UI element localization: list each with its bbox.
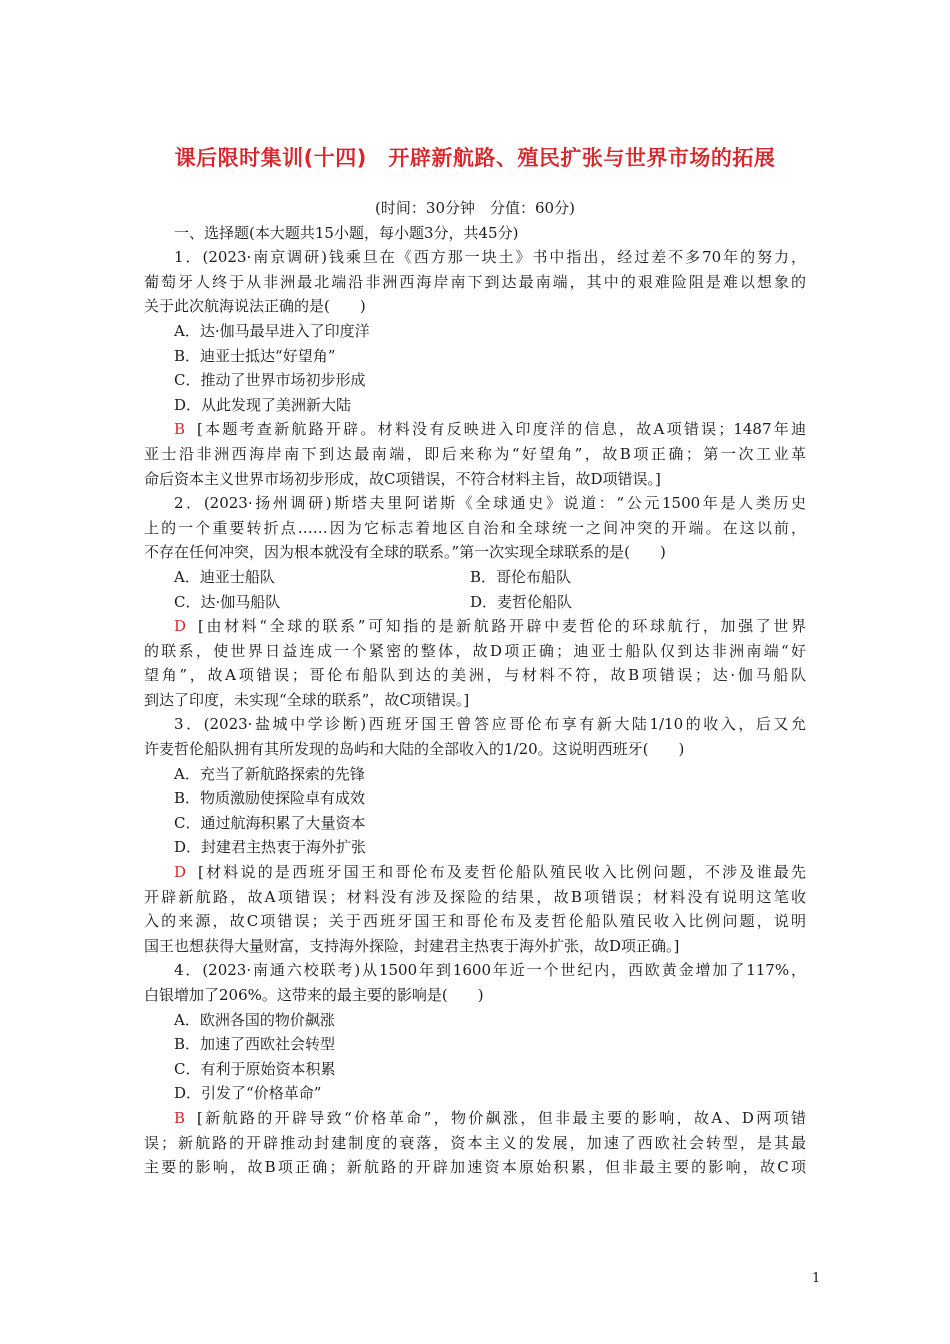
question-stem-line: 3．(2023·盐城中学诊断)西班牙国王曾答应哥伦布享有新大陆1/10的收入，后又允 [174,715,806,734]
explanation-text: [由材料“全球的联系”可知指的是新航路开辟中麦哲伦的环球航行，加强了世界 [198,617,806,636]
page-title: 课后限时集训(十四) 开辟新航路、殖民扩张与世界市场的拓展 [174,146,776,170]
option-d: D．引发了“价格革命” [174,1084,322,1103]
question-stem-line: 许麦哲伦船队拥有其所发现的岛屿和大陆的全部收入的1/20。这说明西班牙( ) [144,740,685,759]
exam-meta: (时间：30分钟 分值：60分) [375,199,575,217]
option-a: A．达·伽马最早进入了印度洋 [174,321,370,340]
question-3 [144,712,806,958]
question-4 [144,958,806,1179]
answer-explanation-line: 亚士沿非洲西海岸南下到达最南端，即后来称为“好望角”，故B项正确；第一次工业革 [144,444,806,463]
answer-explanation-line: 开辟新航路，故A项错误；材料没有涉及探险的结果，故B项错误；材料没有说明这笔收 [144,887,806,906]
answer-explanation-line: 命后资本主义世界市场初步形成，故C项错误，不符合材料主旨，故D项错误。] [144,469,661,488]
answer-explanation-line: 主要的影响，故B项正确；新航路的开辟加速资本原始积累，但非最主要的影响，故C项 [144,1158,806,1177]
option-row [144,590,806,615]
answer-explanation-line: 望角”，故A项错误；哥伦布船队到达的美洲，与材料不符，故B项错误；达·伽马船队 [144,666,806,685]
page-number: 1 [812,1271,821,1286]
answer-explanation-line: 国王也想获得大量财富，支持海外探险，封建君主热衷于海外扩张，故D项正确。] [144,936,680,955]
question-stem-line: 关于此次航海说法正确的是( ) [144,297,366,316]
question-stem-line: 葡萄牙人终于从非洲最北端沿非洲西海岸南下到达最南端，其中的艰难险阻是难以想象的 [144,272,806,291]
option-a: A．欧洲各国的物价飙涨 [174,1010,335,1029]
answer-explanation-line: 到达了印度，未实现“全球的联系”，故C项错误。] [144,690,470,709]
option-b: B．哥伦布船队 [470,567,572,586]
option-c: C．推动了世界市场初步形成 [174,371,366,390]
answer-explanation-line: 入的来源，故C项错误；关于西班牙国王和哥伦布及麦哲伦船队殖民收入比例问题，说明 [144,912,806,931]
question-2 [144,491,806,712]
option-d: D．封建君主热衷于海外扩张 [174,838,367,857]
option-b: B．迪亚士抵达“好望角” [174,346,336,365]
answer-letter: D [174,863,187,882]
section-heading: 一、选择题(本大题共15小题，每小题3分，共45分) [174,223,519,242]
answer-letter: B [174,420,186,439]
option-a: A．迪亚士船队 [174,567,275,586]
option-row [144,565,806,590]
option-d: D．从此发现了美洲新大陆 [174,395,352,414]
question-stem-line: 2．(2023·扬州调研)斯塔夫里阿诺斯《全球通史》说道：“公元1500年是人类历史 [174,494,806,513]
question-stem-line: 4．(2023·南通六校联考)从1500年到1600年近一个世纪内，西欧黄金增加了117%， [174,961,806,980]
question-stem-line: 上的一个重要转折点……因为它标志着地区自治和全球统一之间冲突的开端。在这以前， [144,518,806,537]
option-b: B．加速了西欧社会转型 [174,1035,336,1054]
option-b: B．物质激励使探险卓有成效 [174,789,366,808]
answer-explanation-line [144,614,806,639]
answer-explanation-line: 的联系，使世界日益连成一个紧密的整体，故D项正确；迪亚士船队仅到达非洲南端“好 [144,641,806,660]
question-1 [144,245,806,491]
answer-explanation-line: 误；新航路的开辟推动封建制度的衰落，资本主义的发展，加速了西欧社会转型，是其最 [144,1133,806,1152]
answer-letter: B [174,1108,186,1127]
option-c: C．达·伽马船队 [174,592,281,611]
question-stem-line: 不存在任何冲突，因为根本就没有全球的联系。”第一次实现全球联系的是( ) [144,543,666,562]
explanation-text: [材料说的是西班牙国王和哥伦布及麦哲伦船队殖民收入比例问题，不涉及谁最先 [198,863,806,882]
answer-explanation-line [144,1106,806,1131]
option-c: C．有利于原始资本积累 [174,1059,336,1078]
option-c: C．通过航海积累了大量资本 [174,813,366,832]
explanation-text: [新航路的开辟导致“价格革命”，物价飙涨，但非最主要的影响，故A、D两项错 [197,1108,806,1127]
question-stem-line: 1．(2023·南京调研)钱乘旦在《西方那一块土》书中指出，经过差不多70年的努力， [174,248,806,267]
answer-explanation-line [144,860,806,885]
answer-letter: D [174,617,187,636]
document-body [144,196,806,1180]
option-d: D．麦哲伦船队 [470,592,573,611]
answer-explanation-line [144,417,806,442]
option-a: A．充当了新航路探索的先锋 [174,764,365,783]
explanation-text: [本题考查新航路开辟。材料没有反映进入印度洋的信息，故A项错误；1487年迪 [197,420,806,439]
question-stem-line: 白银增加了206%。这带来的最主要的影响是( ) [144,986,484,1004]
